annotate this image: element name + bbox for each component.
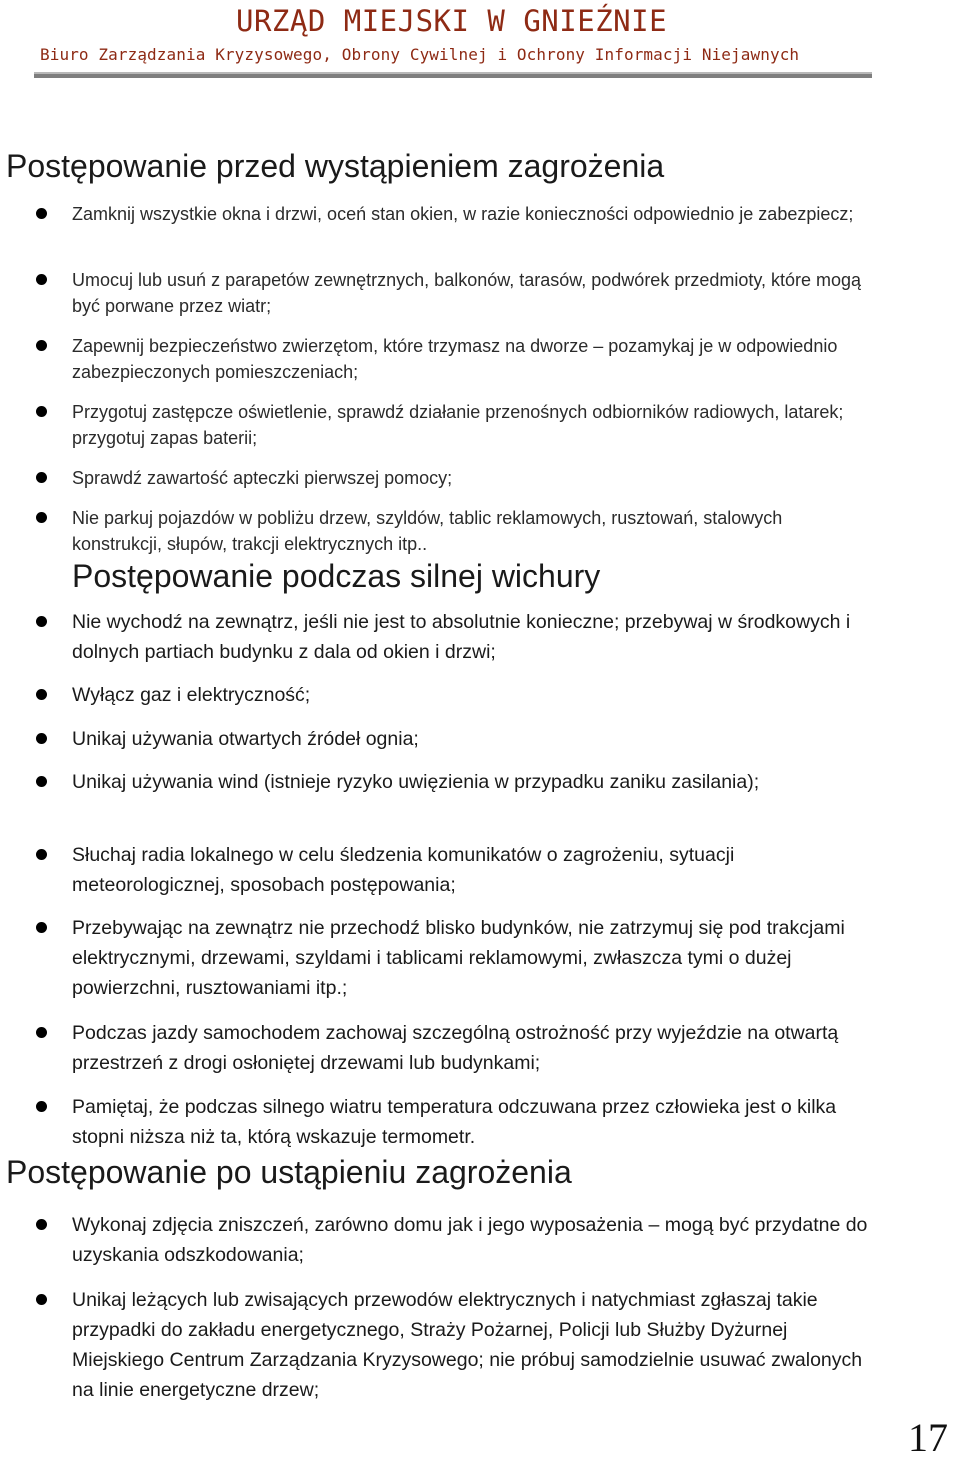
bullet-icon xyxy=(36,776,47,787)
list-item xyxy=(72,1210,872,1270)
department-subtitle: Biuro Zarządzania Kryzysowego, Obrony Cywilnej i Ochrony Informacji Niejawnych xyxy=(40,45,800,64)
bullet-icon xyxy=(36,689,47,700)
list-item-text: Pamiętaj, że podczas silnego wiatru temperatura odczuwana przez człowieka jest o kilka stopni niższa niż ta, którą wskazuje termometr. xyxy=(72,1096,837,1148)
list-item xyxy=(72,267,872,319)
bullet-icon xyxy=(36,922,47,933)
list-item-text: Wyłącz gaz i elektryczność; xyxy=(72,684,311,706)
header-divider xyxy=(34,72,872,78)
list-item xyxy=(72,505,872,557)
list-item xyxy=(72,333,872,385)
bullet-icon xyxy=(36,274,47,285)
list-item-text: Przebywając na zewnątrz nie przechodź blisko budynków, nie zatrzymuj się pod trakcjami elektrycznymi, drzewami, szyldami i tablicami reklamowymi, zwłaszcza tymi o dużej powierzchni, rusztowaniami itp.; xyxy=(72,917,845,999)
list-item xyxy=(72,913,872,1003)
list-item-text: Zapewnij bezpieczeństwo zwierzętom, które trzymasz na dworze – pozamykaj je w odpowiednio zabezpieczonych pomieszczeniach; xyxy=(72,336,838,382)
bullet-icon xyxy=(36,849,47,860)
list-item-text: Sprawdź zawartość apteczki pierwszej pomocy; xyxy=(72,468,453,488)
bullet-icon xyxy=(36,340,47,351)
list-item-text: Nie wychodź na zewnątrz, jeśli nie jest to absolutnie konieczne; przebywaj w środkowych i dolnych partiach budynku z dala od okien i drzwi; xyxy=(72,611,851,663)
list-item xyxy=(72,1092,872,1152)
list-item xyxy=(72,399,872,451)
section-title-after-threat: Postępowanie po ustąpieniu zagrożenia xyxy=(6,1154,572,1190)
list-item-text: Unikaj używania otwartych źródeł ognia; xyxy=(72,728,419,750)
bullet-icon xyxy=(36,512,47,523)
bullet-icon xyxy=(36,616,47,627)
bullet-icon xyxy=(36,1219,47,1230)
list-item xyxy=(72,767,872,797)
list-item xyxy=(72,607,872,667)
list-item-text: Unikaj leżących lub zwisających przewodów elektrycznych i natychmiast zgłaszaj takie przypadki do zakładu energetycznego, Straży Pożarnej, Policji lub Służby Dyżurnej Miejskiego Centrum Zarządzania Kryzysowego; nie próbuj samodzielnie usuwać zwalonych na linie energetyczne drzew; xyxy=(72,1289,863,1401)
list-item-text: Wykonaj zdjęcia zniszczeń, zarówno domu jak i jego wyposażenia – mogą być przydatne do uzyskania odszkodowania; xyxy=(72,1214,868,1266)
list-item-text: Przygotuj zastępcze oświetlenie, sprawdź działanie przenośnych odbiorników radiowych, latarek; przygotuj zapas baterii; xyxy=(72,402,844,448)
list-item xyxy=(72,201,872,227)
bullet-icon xyxy=(36,1101,47,1112)
organization-title: URZĄD MIEJSKI W GNIEŹNIE xyxy=(236,4,668,38)
list-item xyxy=(72,840,872,900)
list-item-text: Słuchaj radia lokalnego w celu śledzenia komunikatów o zagrożeniu, sytuacji meteorologicznej, sposobach postępowania; xyxy=(72,844,735,896)
list-item xyxy=(72,1285,872,1405)
list-item xyxy=(72,465,872,491)
section-title-before-threat: Postępowanie przed wystąpieniem zagrożenia xyxy=(6,148,665,184)
list-item-text: Umocuj lub usuń z parapetów zewnętrznych, balkonów, tarasów, podwórek przedmioty, które mogą być porwane przez wiatr; xyxy=(72,270,862,316)
page-number: 17 xyxy=(908,1415,948,1460)
bullet-icon xyxy=(36,733,47,744)
bullet-icon xyxy=(36,1027,47,1038)
bullet-icon xyxy=(36,208,47,219)
bullet-icon xyxy=(36,1294,47,1305)
list-item-text: Zamknij wszystkie okna i drzwi, oceń stan okien, w razie konieczności odpowiednio je zabezpiecz; xyxy=(72,204,854,224)
list-item-text: Unikaj używania wind (istnieje ryzyko uwięzienia w przypadku zaniku zasilania); xyxy=(72,771,760,793)
section-title-during-storm: Postępowanie podczas silnej wichury xyxy=(72,558,601,594)
list-item xyxy=(72,724,872,754)
list-item xyxy=(72,1018,872,1078)
bullet-icon xyxy=(36,406,47,417)
list-item-text: Podczas jazdy samochodem zachowaj szczególną ostrożność przy wyjeździe na otwartą przestrzeń z drogi osłoniętej drzewami lub budynkami; xyxy=(72,1022,839,1074)
bullet-icon xyxy=(36,472,47,483)
list-item-text: Nie parkuj pojazdów w pobliżu drzew, szyldów, tablic reklamowych, rusztowań, stalowych konstrukcji, słupów, trakcji elektrycznych itp.. xyxy=(72,508,783,554)
list-item xyxy=(72,680,872,710)
